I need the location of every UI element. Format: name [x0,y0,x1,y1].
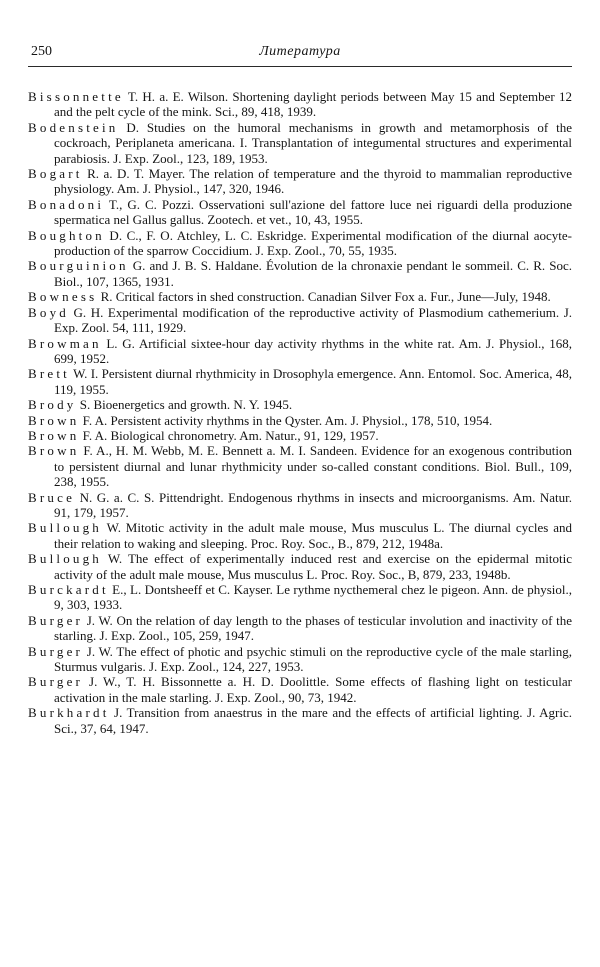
reference-text: R. Critical factors in shed construction. Canadian Silver Fox a. Fur., June—July, 1948. [97,289,551,305]
reference-author: Burger [28,643,84,659]
reference-text: N. G. a. C. S. Pittendright. Endogenous rhythms in insects and microorganisms. Am. Natur. 91, 179, 1957. [54,489,572,520]
reference-text: D. C., F. O. Atchley, L. C. Eskridge. Experimental modification of the diurnal aocyte-production of the sparrow Coccidium. J. Exp. Zool., 70, 55, 1935. [54,227,572,259]
reference-entry [28,443,572,489]
reference-entry [28,582,572,613]
reference-author: Burckardt [28,582,109,597]
reference-entry [28,520,572,551]
reference-entry [28,166,572,197]
reference-entry [28,674,572,705]
reference-author: Brody [28,397,77,413]
reference-text: W. Mitotic activity in the adult male mouse, Mus musculus L. The diurnal cycles and their relation to waking and sleeping. Proc. Roy. Soc., B., 879, 212, 1948a. [54,520,572,551]
page-number: 250 [31,44,52,59]
reference-text: D. Studies on the humoral mechanisms in growth and metamorphosis of the cockroach, Periplaneta americana. I. Transplantation of integumental structures and experimental parabiosis. J. Exp. Zool., 123, 189, 1953. [54,119,572,166]
reference-text: F. A. Persistent activity rhythms in the Qyster. Am. J. Physiol., 178, 510, 1954. [79,412,493,428]
reference-author: Bruce [28,489,76,505]
section-title: Литература [259,44,341,59]
reference-author: Browman [28,335,102,351]
reference-author: Brett [28,366,70,382]
reference-entry [28,305,572,336]
reference-text: J. W. The effect of photic and psychic stimuli on the reproductive cycle of the male starling, Sturmus vulgaris. J. Exp. Zool., 124, 227, 1953. [54,643,572,675]
reference-entry [28,551,572,582]
reference-author: Bullough [28,551,102,567]
reference-text: W. I. Persistent diurnal rhythmicity in Drosophyla emergence. Ann. Entomol. Soc. America, 48, 119, 1955. [54,366,572,397]
reference-author: Boughton [28,227,105,243]
reference-entry [28,258,572,289]
reference-entry [28,705,572,736]
reference-author: Burkhardt [28,705,110,721]
running-head [28,44,572,66]
reference-entry [28,644,572,675]
reference-author: Brown [28,412,80,428]
reference-entry [28,397,572,412]
reference-author: Boyd [28,304,69,320]
reference-author: Bourguinion [28,258,129,274]
reference-author: Brown [28,443,80,459]
reference-author: Bowness [28,289,98,305]
reference-text: G. H. Experimental modification of the reproductive activity of Plasmodium cathemerium. J. Exp. Zool. 54, 111, 1929. [54,304,572,336]
reference-entry [28,366,572,397]
reference-text: T. H. a. E. Wilson. Shortening daylight periods between May 15 and September 12 and the pelt cycle of the mink. Sci., 89, 418, 1939. [54,89,572,120]
reference-text: L. G. Artificial sixtee-hour day activity rhythms in the white rat. Am. J. Physiol., 168, 699, 1952. [54,335,572,366]
reference-entry [28,197,572,228]
reference-entry [28,336,572,367]
reference-entry [28,89,572,120]
reference-author: Bogart [28,166,83,182]
reference-author: Burger [28,674,84,690]
header-rule [28,66,572,67]
reference-entry [28,613,572,644]
reference-text: R. a. D. T. Mayer. The relation of temperature and the thyroid to mammalian reproductive physiology. Am. J. Physiol., 147, 320, 1946. [54,166,572,197]
reference-text: F. A. Biological chronometry. Am. Natur., 91, 129, 1957. [79,427,379,443]
reference-author: Bissonnette [28,89,124,104]
reference-author: Bullough [28,520,102,536]
reference-entry [28,289,572,304]
reference-text: T., G. C. Pozzi. Osservationi sull'azione del fattore luce nei riguardi della produzione spermatica nel Gallus gallus. Zootech. et vet., 10, 43, 1955. [54,196,572,228]
reference-author: Bodenstein [28,119,119,135]
reference-text: E., L. Dontsheeff et C. Kayser. Le rythme nycthemeral chez le pigeon. Ann. de physiol., 9, 303, 1933. [54,582,572,613]
reference-author: Burger [28,612,84,628]
reference-author: Brown [28,427,80,443]
reference-list [28,89,572,736]
reference-text: J. Transition from anaestrus in the mare and the effects of artificial lighting. J. Agric. Sci., 37, 64, 1947. [54,705,572,736]
reference-entry [28,120,572,166]
reference-text: J. W., T. H. Bissonnette a. H. D. Doolittle. Some effects of flashing light on testicular activation in the male starling. J. Exp. Zool., 90, 73, 1942. [54,674,572,705]
reference-text: W. The effect of experimentally induced rest and exercise on the epidermal mitotic activity of the adult male mouse, Mus musculus L. Proc. Roy. Soc., B, 879, 233, 1948b. [54,551,572,582]
reference-entry [28,413,572,428]
page [28,44,572,736]
reference-author: Bonadoni [28,196,105,212]
reference-text: F. A., H. M. Webb, M. E. Bennett a. M. I. Sandeen. Evidence for an exogenous contribution to persistent diurnal and lunar rhythmicity under so-called constant conditions. Biol. Bull., 109, 238, 1955. [54,443,572,490]
reference-text: S. Bioenergetics and growth. N. Y. 1945. [76,397,293,413]
reference-entry [28,428,572,443]
reference-text: G. and J. B. S. Haldane. Évolution de la chronaxie pendant le sommeil. C. R. Soc. Biol., 107, 1365, 1931. [54,258,572,289]
reference-entry [28,490,572,521]
reference-entry [28,228,572,259]
reference-text: J. W. On the relation of day length to the phases of testicular involution and inactivity of the starling. J. Exp. Zool., 105, 259, 1947. [54,612,572,644]
